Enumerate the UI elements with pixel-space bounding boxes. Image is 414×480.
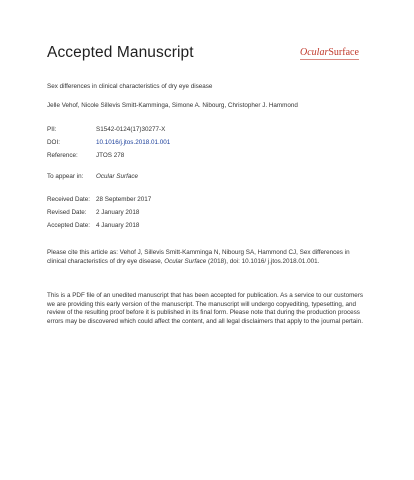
article-title: Sex differences in clinical characteristics of dry eye disease xyxy=(47,83,213,90)
meta-row-reference xyxy=(47,152,124,159)
reference-value: JTOS 278 xyxy=(96,152,125,159)
reference-label: Reference: xyxy=(47,152,78,159)
meta-row-appear xyxy=(47,173,138,180)
author-list: Jelle Vehof, Nicole Sillevis Smitt-Kamminga, Simone A. Nibourg, Christopher J. Hammond xyxy=(47,102,298,109)
journal-logo-part2: Surface xyxy=(328,47,359,58)
accepted-value: 4 January 2018 xyxy=(96,222,140,229)
doi-link[interactable]: 10.1016/j.jtos.2018.01.001 xyxy=(96,139,171,146)
meta-row-revised xyxy=(47,209,139,216)
received-value: 28 September 2017 xyxy=(96,196,152,203)
citation-paragraph xyxy=(47,249,367,266)
citation-prefix: Please cite this article as: Vehof J, Sillevis Smitt-Kamminga N, Nibourg SA, Hammond CJ, Sex differences in clinical characteristics of dry eye disease, xyxy=(47,249,350,265)
pii-value: S1542-0124(17)30277-X xyxy=(96,126,166,133)
doi-label: DOI: xyxy=(47,139,60,146)
citation-journal: Ocular Surface xyxy=(164,257,207,265)
citation-suffix: (2018), doi: 10.1016/ j.jtos.2018.01.001. xyxy=(206,257,320,265)
journal-logo xyxy=(300,47,359,58)
journal-logo-underline xyxy=(300,59,359,60)
meta-row-accepted xyxy=(47,222,139,229)
journal-logo-part1: Ocular xyxy=(300,47,329,58)
revised-label: Revised Date: xyxy=(47,209,87,216)
pii-label: PII: xyxy=(47,126,57,133)
appear-value: Ocular Surface xyxy=(96,173,138,180)
meta-row-pii xyxy=(47,126,165,133)
revised-value: 2 January 2018 xyxy=(96,209,140,216)
accepted-label: Accepted Date: xyxy=(47,222,91,229)
received-label: Received Date: xyxy=(47,196,91,203)
meta-row-received xyxy=(47,196,151,203)
disclaimer-paragraph: This is a PDF file of an unedited manuscript that has been accepted for publication. As a service to our customers we are providing this early version of the manuscript. The manuscript will undergo copyediting, typesetting, and review of the resulting proof before it is published in its final form. Please note that during the production process errors may be discovered which could affect the content, and all legal disclaimers that apply to the journal pertain. xyxy=(47,292,364,325)
page-title: Accepted Manuscript xyxy=(47,44,194,61)
appear-label: To appear in: xyxy=(47,173,84,180)
meta-row-doi xyxy=(47,139,170,146)
